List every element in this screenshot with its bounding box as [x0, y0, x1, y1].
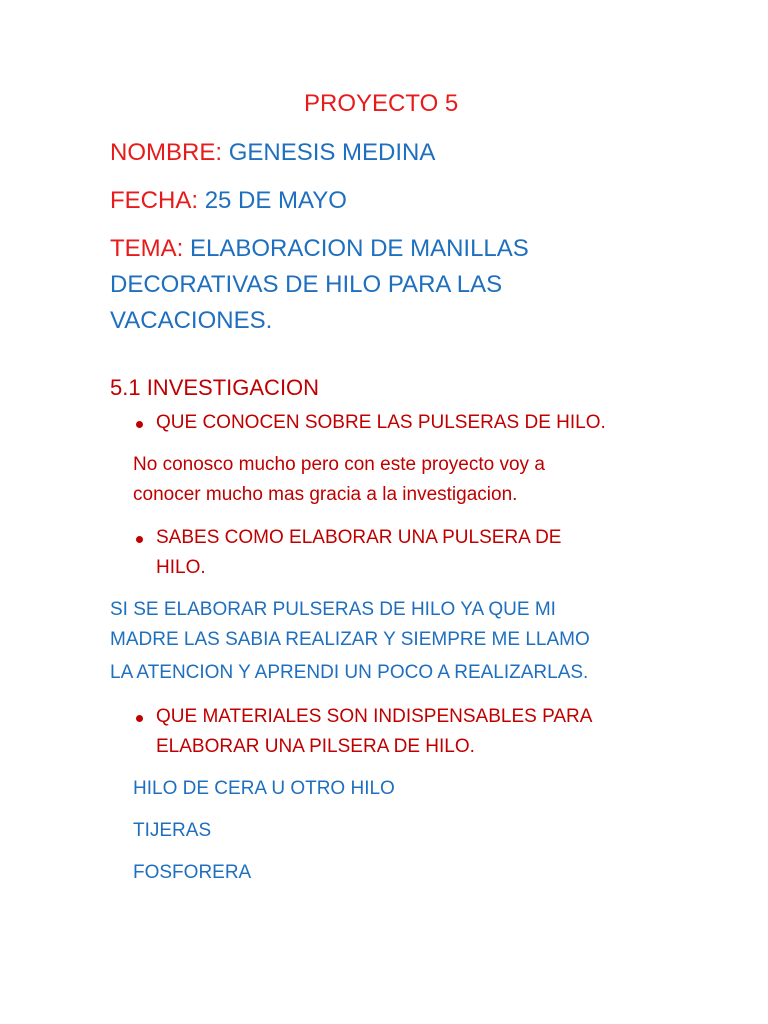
tema-line-1: ELABORACION DE MANILLAS — [190, 235, 529, 262]
question-2-line-2: HILO. — [156, 557, 206, 578]
question-2-line-1: SABES COMO ELABORAR UNA PULSERA DE — [156, 527, 562, 548]
question-1: QUE CONOCEN SOBRE LAS PULSERAS DE HILO. — [156, 412, 606, 433]
bullet-icon — [136, 536, 143, 543]
tema-label: TEMA: — [110, 235, 184, 262]
document-title: PROYECTO 5 — [304, 90, 459, 117]
bullet-icon — [136, 715, 143, 722]
fecha-label: FECHA: — [110, 187, 199, 214]
fecha-row — [110, 187, 347, 215]
nombre-value: GENESIS MEDINA — [228, 139, 436, 166]
tema-line-2: DECORATIVAS DE HILO PARA LAS — [110, 271, 503, 298]
answer-1-line-2: conocer mucho mas gracia a la investigacion. — [133, 484, 518, 505]
answer-1-line-1: No conosco mucho pero con este proyecto voy a — [133, 454, 545, 475]
material-item: TIJERAS — [133, 820, 212, 841]
tema-line-3: VACACIONES. — [110, 307, 273, 334]
answer-2-line-3: LA ATENCION Y APRENDI UN POCO A REALIZARLAS. — [110, 662, 589, 683]
nombre-label: NOMBRE: — [110, 139, 223, 166]
material-item: FOSFORERA — [133, 862, 252, 883]
question-3-line-1: QUE MATERIALES SON INDISPENSABLES PARA — [156, 706, 593, 727]
section-heading: 5.1 INVESTIGACION — [110, 375, 320, 400]
fecha-value: 25 DE MAYO — [204, 187, 347, 214]
material-item: HILO DE CERA U OTRO HILO — [133, 778, 395, 799]
tema-row — [110, 235, 529, 263]
answer-2-line-2: MADRE LAS SABIA REALIZAR Y SIEMPRE ME LLAMO — [110, 629, 590, 650]
nombre-row — [110, 139, 435, 167]
bullet-icon — [136, 421, 143, 428]
answer-2-line-1: SI SE ELABORAR PULSERAS DE HILO YA QUE MI — [110, 599, 556, 620]
question-3-line-2: ELABORAR UNA PILSERA DE HILO. — [156, 736, 475, 757]
